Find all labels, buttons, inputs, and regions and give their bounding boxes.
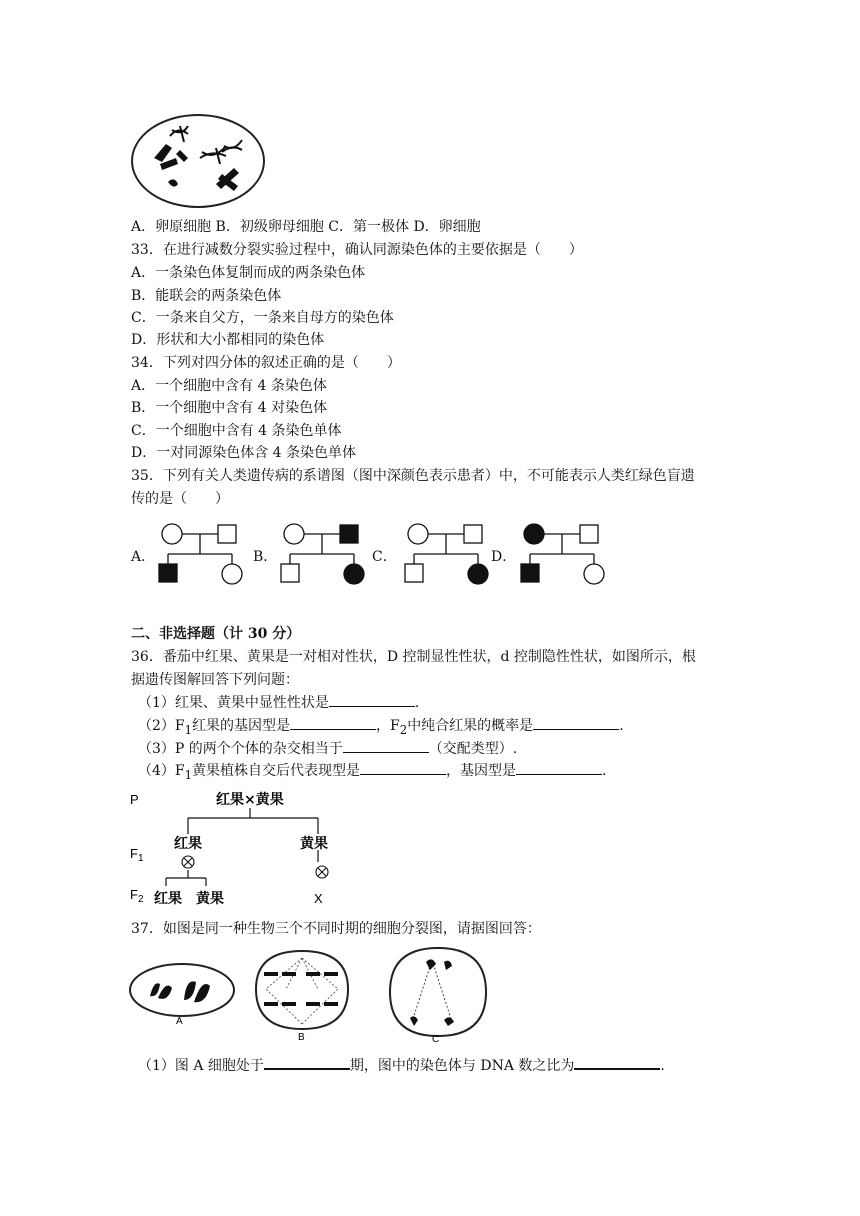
meiosis-cell-figure	[130, 112, 266, 212]
q36-part1: （1）红果、黄果中显性性状是 .	[138, 692, 419, 714]
generation-p-label: P	[130, 792, 139, 807]
pedigree-d	[512, 520, 612, 592]
q36-stem-line2: 据遗传图解回答下列问题：	[131, 672, 299, 688]
answer-blank[interactable]	[516, 760, 602, 775]
q33-option-b: B．能联会的两条染色体	[131, 288, 282, 304]
cell-figure-c	[382, 940, 494, 1044]
cell-label-c: C	[432, 1034, 440, 1044]
answer-blank[interactable]	[574, 1054, 660, 1070]
q33-option-d: D．形状和大小都相同的染色体	[131, 332, 325, 348]
q37-part1: （1）图 A 细胞处于 期，图中的染色体与 DNA 数之比为 .	[138, 1054, 665, 1077]
f2-red-label: 红果	[154, 891, 182, 907]
section-heading: 二、非选择题（计 30 分）	[131, 626, 301, 642]
cell-label-a: A	[176, 1016, 183, 1026]
answer-blank[interactable]	[290, 715, 376, 730]
q34-option-c: C．一个细胞中含有 4 条染色单体	[131, 423, 342, 439]
q36-stem-line1: 36．番茄中红果、黄果是一对相对性状，D 控制显性性状，d 控制隐性性状，如图所示，根	[131, 649, 696, 665]
pedigree-label-a: A．	[131, 549, 156, 565]
q34-stem: 34．下列对四分体的叙述正确的是（ ）	[131, 355, 401, 371]
pedigree-label-c: C．	[372, 549, 397, 565]
pedigree-label-d: D．	[491, 549, 517, 565]
pedigree-c	[396, 520, 496, 592]
q34-option-a: A．一个细胞中含有 4 条染色体	[131, 378, 327, 394]
pedigree-b	[272, 520, 372, 592]
f1-red-label: 红果	[174, 836, 202, 852]
q35-stem-line1: 35．下列有关人类遗传病的系谱图（图中深颜色表示患者）中，不可能表示人类红绿色盲遗	[131, 468, 695, 484]
pedigree-label-b: B．	[253, 549, 278, 565]
pedigree-a	[150, 520, 250, 592]
cell-figure-b	[246, 944, 358, 1042]
generation-f2-label: $F_2$	[130, 887, 144, 905]
q33-stem: 33．在进行减数分裂实验过程中，确认同源染色体的主要依据是（ ）	[131, 242, 583, 258]
answer-blank[interactable]	[343, 738, 429, 753]
q36-part4: $(4)F_1$黄果植株自交后代表现型是 ，基因型是 .	[138, 760, 607, 786]
q32-options: A．卵原细胞 B．初级卵母细胞 C．第一极体 D．卵细胞	[131, 219, 481, 235]
generation-f1-label: $F_1$	[130, 846, 144, 864]
answer-blank[interactable]	[533, 715, 619, 730]
answer-blank[interactable]	[360, 760, 446, 775]
q33-option-a: A．一条染色体复制而成的两条染色体	[131, 265, 366, 281]
self-cross-icon	[182, 856, 194, 868]
parent-cross-label: 红果×黄果	[216, 792, 284, 808]
cell-label-b: B	[298, 1032, 305, 1042]
q36-part3: （3）P 的两个个体的杂交相当于 （交配类型）.	[138, 738, 517, 760]
genetic-cross-diagram	[128, 786, 348, 911]
f1-yellow-label: 黄果	[300, 836, 328, 852]
q34-option-b: B．一个细胞中含有 4 对染色体	[131, 400, 328, 416]
q33-option-c: C．一条来自父方，一条来自母方的染色体	[131, 310, 394, 326]
answer-blank[interactable]	[264, 1054, 350, 1070]
self-cross-icon	[316, 866, 328, 878]
q35-stem-line2: 传的是（ ）	[131, 491, 229, 507]
unknown-x-label: X	[314, 891, 323, 906]
f2-yellow-label: 黄果	[196, 891, 224, 907]
q36-part2: $(2)F_1$红果的基因型是 ，$F_2$中纯合红果的概率是 .	[138, 715, 624, 741]
q37-stem: 37．如图是同一种生物三个不同时期的细胞分裂图，请据图回答：	[131, 921, 541, 937]
cell-figure-a	[128, 960, 236, 1026]
answer-blank[interactable]	[329, 692, 415, 707]
q34-option-d: D．一对同源染色体含 4 条染色单体	[131, 445, 357, 461]
